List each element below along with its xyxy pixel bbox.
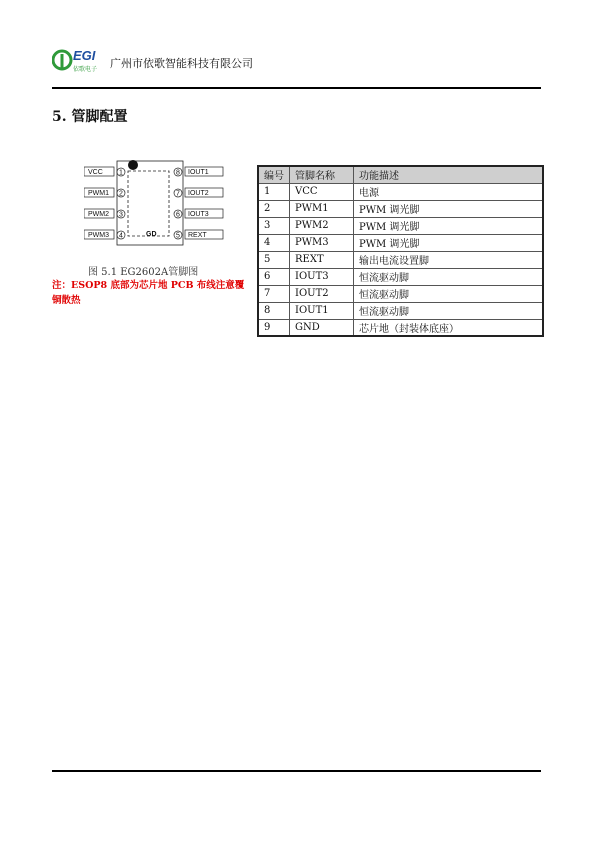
table-row [258, 251, 543, 268]
cell-function: PWM 调光脚 [354, 217, 543, 234]
cell-number: 4 [258, 234, 290, 251]
table-row [258, 217, 543, 234]
left-pin-1 [84, 167, 125, 177]
table-header-row [258, 166, 543, 183]
cell-function: PWM 调光脚 [354, 234, 543, 251]
table-row [258, 183, 543, 200]
pin-table [257, 165, 544, 337]
pin-label: PWM1 [88, 190, 109, 197]
cell-pin-name: REXT [290, 251, 354, 268]
cell-pin-name: IOUT2 [290, 285, 354, 302]
pin-label: REXT [188, 232, 207, 239]
left-pin-2 [84, 188, 125, 198]
cell-function: 电源 [354, 183, 543, 200]
pin-number: 7 [176, 190, 180, 198]
cell-pin-name: PWM2 [290, 217, 354, 234]
cell-pin-name: PWM3 [290, 234, 354, 251]
cell-pin-name: IOUT3 [290, 268, 354, 285]
left-pin-3 [84, 209, 125, 219]
pin-number: 8 [176, 169, 180, 177]
logo-subtext: 依歌电子 [73, 66, 98, 73]
pin-diagram [84, 157, 224, 249]
cell-pin-name: GND [290, 319, 354, 336]
pin-number: 1 [119, 169, 123, 177]
layout-note: 注：ESOP8 底部为芯片地 PCB 布线注意覆铜散热 [52, 280, 245, 306]
pin-label: IOUT1 [188, 169, 209, 176]
pin-number: 6 [176, 211, 180, 219]
header-function: 功能描述 [354, 166, 543, 183]
table-row [258, 200, 543, 217]
cell-function: 恒流驱动脚 [354, 268, 543, 285]
header-divider [52, 87, 541, 89]
cell-number: 3 [258, 217, 290, 234]
table-row [258, 319, 543, 336]
cell-pin-name: IOUT1 [290, 302, 354, 319]
pin-label: IOUT2 [188, 190, 209, 197]
pad-label: GD [146, 231, 157, 238]
cell-number: 9 [258, 319, 290, 336]
cell-function: PWM 调光脚 [354, 200, 543, 217]
header-pin-name: 管脚名称 [290, 166, 354, 183]
cell-number: 7 [258, 285, 290, 302]
pin-number: 4 [119, 232, 123, 240]
header-number: 编号 [258, 166, 290, 183]
logo-text: EGI [73, 48, 96, 63]
cell-number: 5 [258, 251, 290, 268]
cell-pin-name: VCC [290, 183, 354, 200]
cell-function: 恒流驱动脚 [354, 285, 543, 302]
pin-label: IOUT3 [188, 211, 209, 218]
cell-number: 2 [258, 200, 290, 217]
section-title: 5. 管脚配置 [52, 109, 128, 125]
left-pin-4 [84, 230, 125, 240]
pin-label: PWM3 [88, 232, 109, 239]
table-row [258, 268, 543, 285]
table-row [258, 234, 543, 251]
cell-number: 1 [258, 183, 290, 200]
cell-function: 输出电流设置脚 [354, 251, 543, 268]
pin-label: PWM2 [88, 211, 109, 218]
table-row [258, 285, 543, 302]
figure-caption: 图 5.1 EG2602A管脚图 [88, 267, 199, 278]
pin-number: 2 [119, 190, 123, 198]
cell-number: 8 [258, 302, 290, 319]
table-row [258, 302, 543, 319]
cell-function: 恒流驱动脚 [354, 302, 543, 319]
pin-number: 5 [176, 232, 180, 240]
cell-pin-name: PWM1 [290, 200, 354, 217]
footer-divider [52, 770, 541, 772]
company-logo [52, 44, 108, 76]
pin-label: VCC [88, 169, 103, 176]
pin1-marker-dot [128, 160, 138, 170]
company-name: 广州市依歌智能科技有限公司 [110, 57, 253, 70]
cell-function: 芯片地（封装体底座） [354, 319, 543, 336]
pin-number: 3 [119, 211, 123, 219]
cell-number: 6 [258, 268, 290, 285]
